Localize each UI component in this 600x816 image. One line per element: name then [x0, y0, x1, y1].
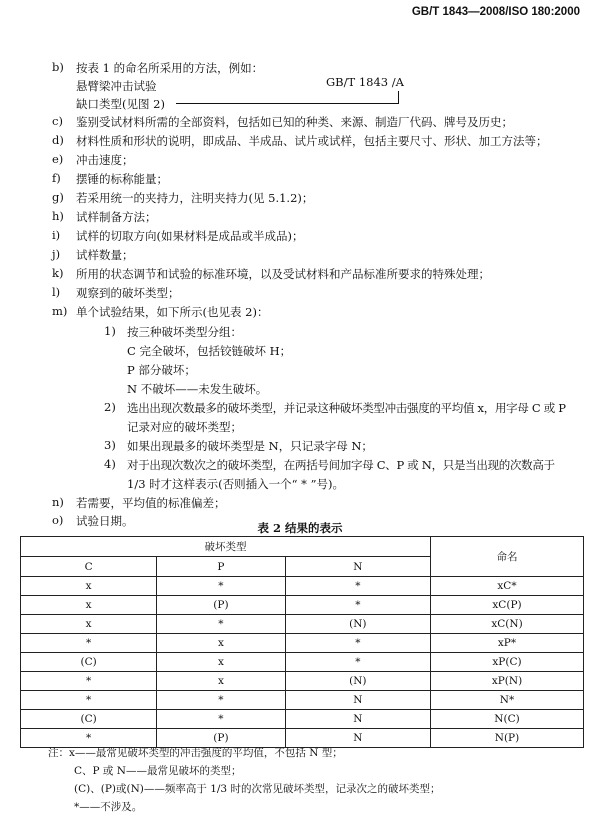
item-label-m: m) [52, 304, 68, 318]
note-line-2: C、P 或 N——最常见破坏的类型； [74, 765, 242, 777]
subitem-label-4: 4) [104, 457, 116, 471]
failure-type-cell: x [21, 615, 157, 634]
failure-type-cell: (N) [285, 615, 430, 634]
item-text-g: 若采用统一的夹持力，注明夹持力(见 5.1.2)； [76, 191, 314, 205]
item-label-n: n) [52, 495, 64, 509]
designation-cell: xP(C) [431, 653, 584, 672]
table-row [21, 615, 584, 634]
item-label-e: e) [52, 152, 64, 166]
designation-cell: xP* [431, 634, 584, 653]
item-label-f: f) [52, 171, 61, 185]
item-text-m: 单个试验结果，如下所示(也见表 2)： [76, 305, 269, 319]
designation-connector-vertical [398, 91, 399, 103]
table-caption: 表 2 结果的表示 [257, 521, 343, 535]
designation-example-test: 悬臂梁冲击试验 [76, 79, 157, 93]
designation-cell: xP(N) [431, 672, 584, 691]
item-label-j: j) [52, 247, 61, 261]
item-label-h: h) [52, 209, 64, 223]
designation-example-notch: 缺口类型(见图 2) [76, 97, 165, 111]
failure-type-cell: * [21, 672, 157, 691]
item-text-b: 按表 1 的命名所采用的方法，例如： [76, 61, 264, 75]
results-table [20, 536, 584, 748]
failure-type-cell: * [157, 577, 286, 596]
designation-column-header: 命名 [431, 537, 584, 577]
item-label-i: i) [52, 228, 61, 242]
failure-type-cell: x [21, 577, 157, 596]
failure-type-cell: x [157, 672, 286, 691]
item-text-n: 若需要，平均值的标准偏差； [76, 496, 226, 510]
failure-type-cell: * [285, 634, 430, 653]
designation-cell: xC(P) [431, 596, 584, 615]
page-header: GB/T 1843—2008/ISO 180:2000 [411, 6, 580, 18]
table-row [21, 691, 584, 710]
failure-type-cell: * [157, 615, 286, 634]
designation-cell: N(P) [431, 729, 584, 748]
column-header-c: C [21, 557, 157, 577]
subitem-text-1: 按三种破坏类型分组： [127, 325, 242, 339]
failure-type-cell: (C) [21, 710, 157, 729]
designation-example-code: GB/T 1843 /A [326, 75, 404, 89]
failure-type-complete: C 完全破坏，包括铰链破坏 H； [127, 344, 292, 358]
designation-cell: N(C) [431, 710, 584, 729]
failure-type-cell: x [157, 653, 286, 672]
failure-type-cell: * [21, 634, 157, 653]
note-line-4: *——不涉及。 [74, 801, 143, 813]
column-header-p: P [157, 557, 286, 577]
designation-connector-line [176, 103, 399, 104]
failure-type-cell: x [21, 596, 157, 615]
failure-type-cell: (C) [21, 653, 157, 672]
item-text-l: 观察到的破坏类型； [76, 286, 180, 300]
item-label-k: k) [52, 266, 64, 280]
failure-type-cell: * [21, 691, 157, 710]
table-row [21, 634, 584, 653]
subitem-label-3: 3) [104, 438, 116, 452]
item-text-i: 试样的切取方向(如果材料是成品或半成品)； [76, 229, 304, 243]
subitem-text-4-line2: 1/3 时才这样表示(否则插入一个“ * ”号)。 [127, 477, 344, 491]
failure-type-cell: * [21, 729, 157, 748]
item-text-o: 试验日期。 [76, 514, 134, 528]
failure-type-cell: * [285, 577, 430, 596]
designation-cell: xC(N) [431, 615, 584, 634]
item-label-c: c) [52, 114, 63, 128]
item-text-f: 摆锤的标称能量； [76, 172, 168, 186]
table-row [21, 596, 584, 615]
failure-type-cell: * [157, 691, 286, 710]
designation-cell: N* [431, 691, 584, 710]
subitem-text-3: 如果出现最多的破坏类型是 N，只记录字母 N； [127, 439, 373, 453]
item-text-h: 试样制备方法； [76, 210, 157, 224]
item-text-e: 冲击速度； [76, 153, 134, 167]
failure-type-cell: * [157, 710, 286, 729]
item-label-b: b) [52, 60, 64, 74]
designation-cell: xC* [431, 577, 584, 596]
subitem-text-2-line2: 记录对应的破坏类型； [127, 420, 242, 434]
failure-type-non-break: N 不破坏——未发生破坏。 [127, 382, 268, 396]
table-notes [48, 744, 440, 816]
item-label-d: d) [52, 133, 64, 147]
item-text-j: 试样数量； [76, 248, 134, 262]
item-label-l: l) [52, 285, 61, 299]
subitem-text-4-line1: 对于出现次数次之的破坏类型，在两括号间加字母 C、P 或 N，只是当出现的次数高于 [127, 458, 555, 472]
table-row [21, 653, 584, 672]
item-label-o: o) [52, 513, 64, 527]
item-text-c: 鉴别受试材料所需的全部资料，包括如已知的种类、来源、制造厂代码、牌号及历史； [76, 115, 513, 129]
failure-type-cell: * [285, 596, 430, 615]
note-line-3: (C)、(P)或(N)——频率高于 1/3 时的次常见破坏类型，记录次之的破坏类型； [74, 783, 441, 795]
failure-type-cell: N [285, 729, 430, 748]
failure-type-cell: (P) [157, 729, 286, 748]
column-header-n: N [285, 557, 430, 577]
table-row [21, 577, 584, 596]
item-label-g: g) [52, 190, 64, 204]
failure-type-cell: (P) [157, 596, 286, 615]
subitem-label-1: 1) [104, 324, 116, 338]
failure-type-group-header: 破坏类型 [21, 537, 431, 557]
table-row [21, 672, 584, 691]
failure-type-cell: N [285, 691, 430, 710]
failure-type-cell: (N) [285, 672, 430, 691]
item-text-k: 所用的状态调节和试验的标准环境，以及受试材料和产品标准所要求的特殊处理； [76, 267, 490, 281]
failure-type-partial: P 部分破坏； [127, 363, 196, 377]
item-text-d: 材料性质和形状的说明，即成品、半成品、试片或试样，包括主要尺寸、形状、加工方法等； [76, 134, 548, 148]
failure-type-cell: * [285, 653, 430, 672]
failure-type-cell: N [285, 710, 430, 729]
subitem-text-2-line1: 选出出现次数最多的破坏类型，并记录这种破坏类型冲击强度的平均值 x，用字母 C 或 P [127, 401, 566, 415]
table-row [21, 710, 584, 729]
note-line-1: 注：x——最常见破坏类型的冲击强度的平均值，不包括 N 型； [48, 747, 343, 759]
subitem-label-2: 2) [104, 400, 116, 414]
failure-type-cell: x [157, 634, 286, 653]
